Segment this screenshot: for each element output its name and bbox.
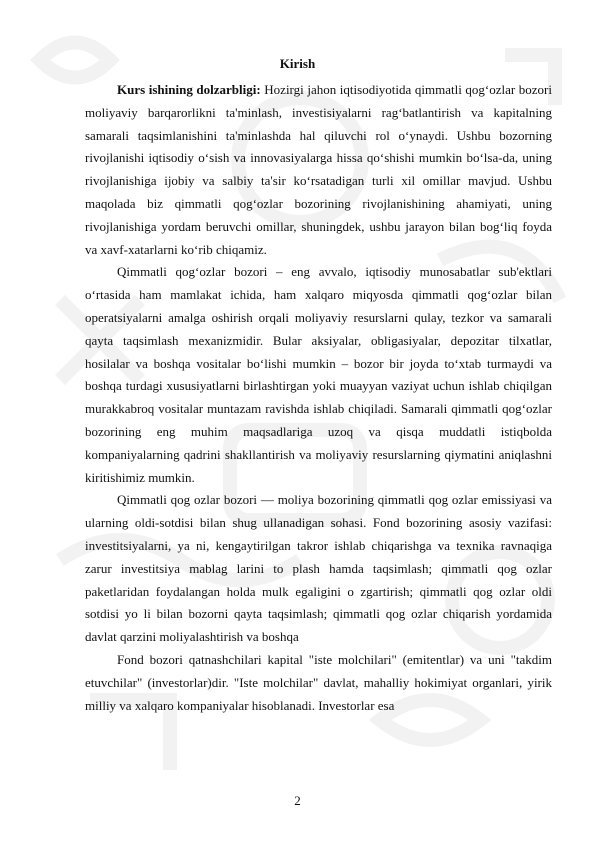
paragraph-text: Hozirgi jahon iqtisodiyotida qimmatli qog‘ozlar bozori moliyaviy barqarorlikni ta'minlash, investisiyalarni rag‘batlantirish va kapitalning samarali taqsimlanishini ta'minlashda hal qiluvchi rol o‘ynaydi. Ushbu bozorning rivojlanishi iqtisodiy o‘sish va innovasiyalarga hissa qo‘shishi mumkin bo‘lsa-da, uning rivojlanishiga ijobiy va salbiy ta'sir ko‘rsatadigan turli xil omillar mavjud. Ushbu maqolada biz qimmatli qog‘ozlar bozorining rivojlanishining ahamiyati, uning rivojlanishiga yordam beruvchi omillar, shuningdek, ushbu jarayon bilan bog‘liq foyda va xavf-xatarlarni ko‘rib chiqamiz. [85,82,552,257]
paragraph-securities-market: Qimmatli qog‘ozlar bozori – eng avvalo, iqtisodiy munosabatlar sub'ektlari o‘rtasida ham mamlakat ichida, ham xalqaro miqyosda qimmatli qog‘ozlar bilan operatsiyalarni amalga oshirish orqali moliyaviy resurslarni qulay, tezkor va samarali qayta taqsimlash mexanizmidir. Bular aksiyalar, obligasiyalar, depozitar tilxatlar, hosilalar va boshqa vositalar bo‘lishi mumkin – bozor bir joyda to‘xtab turmaydi va boshqa turdagi xususiyatlarni birlashtirgan yoki muayyan vaziyat uchun ishlab chiqilgan murakkabroq vositalar muntazam ravishda ishlab chiqiladi. Samarali qimmatli qog‘ozlar bozorining eng muhim maqsadlariga uzoq va qisqa muddatli istiqbolda kompaniyalarning qadrini shakllantirish va moliyaviy resurslarning qiymatini aniqlashni kiritishimiz mumkin. [85,264,552,485]
paragraph-lead: Kurs ishining dolzarbligi: [117,82,261,97]
paragraph-market-participants: Fond bozori qatnashchilari kapital "iste molchilari" (emitentlar) va uni "takdim etuvchilar" (investorlar)dir. "Iste molchilar" davlat, mahalliy hokimiyat organlari, yirik milliy va xalqaro kompaniyalar hisoblanadi. Investorlar esa [85,651,552,713]
paragraph-stock-market-tasks: Qimmatli qog ozlar bozori — moliya bozorining qimmatli qog ozlar emissiyasi va ularning oldi-sotdisi bilan shug ullanadigan sohasi. Fond bozorining asosiy vazifasi: investitsiyalarni, ya ni, kengaytirilgan takror ishlab chiqarishga va texnika ravnaqiga zarur investitsiya mablag larini to plash hamda taqsimlash; qimmatli qog ozlar paketlaridan foydalangan holda mulk egaligini o zgartirish; qimmatli qog ozlar oldi sotdisi yo li bilan bozorni qayta taqsimlash; qimmatli qog ozlar chiqarish yordamida davlat qarzini moliyalashtirish va boshqa [85,492,552,645]
document-body [85,79,552,717]
page-number: 2 [294,793,301,808]
paragraph-relevance [85,79,552,261]
section-title: Kirish [279,56,316,71]
